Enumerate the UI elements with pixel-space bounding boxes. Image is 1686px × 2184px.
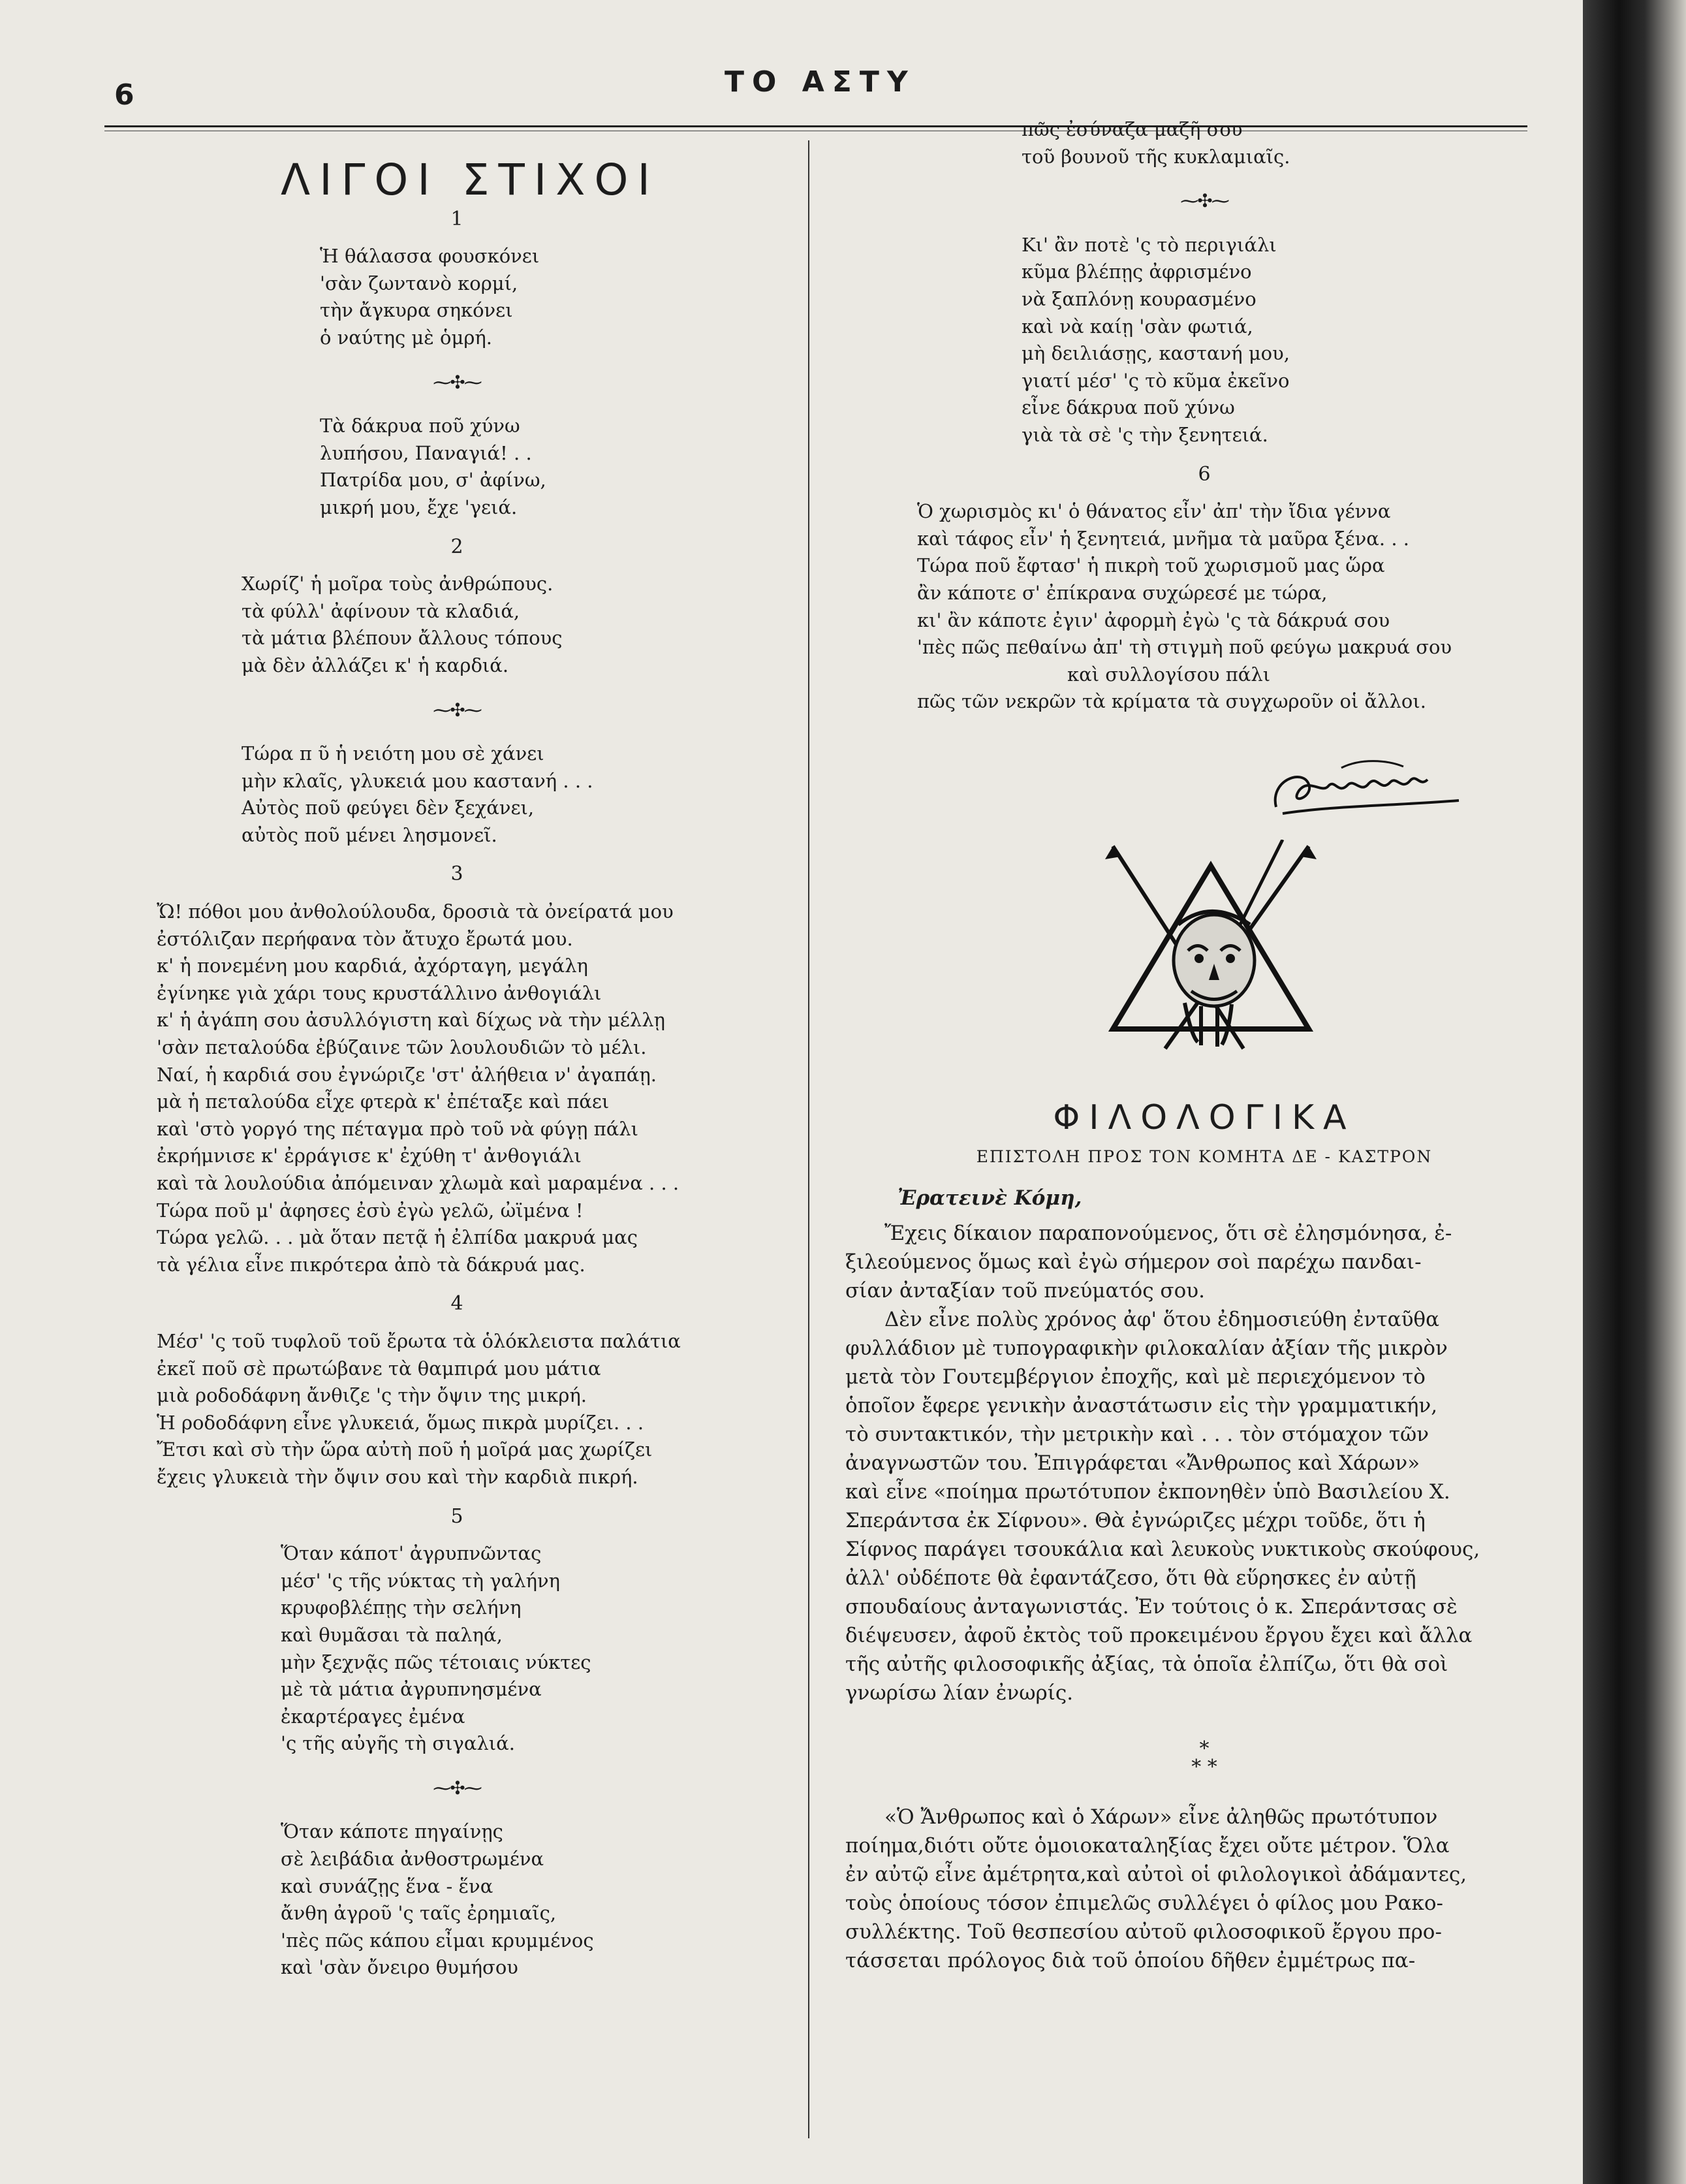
verse-line: Μέσ' 'ς τοῦ τυφλοῦ τοῦ ἔρωτα τὰ ὁλόκλειστα παλάτια: [157, 1329, 681, 1352]
prose-line: τάσσεται πρόλογος διὰ τοῦ ὁποίου δῆθεν ἐμμέτρως πα-: [845, 1948, 1416, 1972]
prose-line: ἀναγνωστῶν του. Ἐπιγράφεται «Ἄνθρωπος καὶ Χάρων»: [845, 1451, 1420, 1475]
prose-line: «Ὁ Ἄνθρωπος καὶ ὁ Χάρων» εἶνε ἀληθῶς πρωτότυπον: [884, 1805, 1438, 1829]
prose-line: ὁποῖον ἔφερε γενικὴν ἀναστάτωσιν εἰς τὴν γραμματικήν,: [845, 1393, 1438, 1417]
stanza: [157, 413, 757, 521]
verse-line: καὶ τάφος εἶν' ἡ ξενητειά, μνῆμα τὰ μαῦρα ξένα. . .: [917, 527, 1409, 550]
stanza: [157, 1818, 757, 1982]
verse-line: Ὁ χωρισμὸς κι' ὁ θάνατος εἶν' ἀπ' τὴν ἴδια γέννα: [917, 500, 1391, 523]
verse-line: Κι' ἂν ποτὲ 'ς τὸ περιγιάλι: [1022, 233, 1277, 256]
section-number: 2: [450, 535, 463, 558]
prose-line: Σπεράντσα ἐκ Σίφνου». Θὰ ἐγνώριζες μέχρι τοῦδε, ὅτι ἡ: [845, 1508, 1426, 1532]
verse-line: κι' ἂν κάποτε ἐγιν' ἀφορμὴ ἐγὼ 'ς τὰ δάκρυά σου: [917, 609, 1390, 631]
emblem-illustration: [1087, 840, 1563, 1075]
verse-line: Ναί, ἡ καρδιά σου ἐγνώριζε 'στ' ἀλήθεια ν' ἀγαπάῃ.: [157, 1063, 657, 1086]
prose-line: τοὺς ὁποίους τόσον ἐπιμελῶς συλλέγει ὁ φίλος μου Ρακο-: [845, 1891, 1443, 1915]
verse-line: μὴ δειλιάσῃς, καστανή μου,: [1022, 342, 1290, 365]
verse-line: τὴν ἄγκυρα σηκόνει: [320, 299, 513, 322]
book-binding-edge: [1583, 0, 1686, 2184]
verse-line: καὶ τὰ λουλούδια ἀπόμειναν χλωμὰ καὶ μαραμένα . . .: [157, 1172, 679, 1194]
stanza: [157, 1328, 757, 1491]
prose-line: Σίφνος παράγει τσουκάλια καὶ λευκοὺς νυκτικοὺς σκούφους,: [845, 1537, 1480, 1561]
prose-line: διέψευσεν, ἀφοῦ ἐκτὸς τοῦ προκειμένου ἔργου ἔχει καὶ ἄλλα: [845, 1623, 1473, 1647]
ornament: ⁓✣⁓: [433, 371, 481, 393]
verse-line: Τὰ δάκρυα ποῦ χύνω: [320, 415, 520, 437]
prose-line: τὸ συντακτικόν, τὴν μετρικὴν καὶ . . . τὸν στόμαχον τῶν: [845, 1422, 1429, 1446]
verse-line: μὴν κλαῖς, γλυκειά μου καστανή . . .: [242, 769, 593, 792]
section-number: 6: [1198, 462, 1211, 486]
poem-title: ΛΙΓΟΙ ΣΤΙΧΟΙ: [281, 155, 659, 205]
paragraph: [845, 1803, 1563, 1975]
page-number: 6: [114, 78, 134, 112]
verse-line: ἂν κάποτε σ' ἐπίκρανα συχώρεσέ με τώρα,: [917, 581, 1328, 604]
paragraph: [845, 1219, 1563, 1305]
verse-line: καὶ νὰ καίῃ 'σὰν φωτιά,: [1022, 315, 1253, 338]
stanza-continuation: [845, 116, 1563, 170]
verse-line: 'πὲς πῶς πεθαίνω ἀπ' τὴ στιγμὴ ποῦ φεύγω μακρυά σου: [917, 636, 1452, 659]
prose-line: ἀλλ' οὐδέποτε θὰ ἐφαντάζεσο, ὅτι θὰ εὕρησκες ἐν αὐτῇ: [845, 1566, 1416, 1590]
prose-line: ξιλεούμενος ὅμως καὶ ἐγὼ σήμερον σοὶ παρέχω πανδαι-: [845, 1250, 1422, 1274]
verse-line: Ὅταν κάποτε πηγαίνῃς: [281, 1820, 503, 1843]
verse-line: 'σὰν ζωντανὸ κορμί,: [320, 272, 518, 294]
verse-line: κῦμα βλέπῃς ἀφρισμένο: [1022, 261, 1252, 283]
ornament: ⁓✣⁓: [1180, 190, 1228, 212]
verse-line: μὰ δὲν ἀλλάζει κ' ἡ καρδιά.: [242, 654, 509, 676]
verse-line: Τώρα ποῦ ἔφτασ' ἡ πικρὴ τοῦ χωρισμοῦ μας ὥρα: [917, 554, 1385, 577]
stanza: [157, 898, 757, 1278]
verse-line: καὶ 'στὸ γοργό της πέταγμα πρὸ τοῦ νὰ φύγῃ πάλι: [157, 1117, 639, 1140]
verse-line: πῶς ἐσύναζα μαζῆ σου: [1022, 118, 1243, 140]
verse-line: 'σὰν πεταλούδα ἐβύζαινε τῶν λουλουδιῶν τὸ μέλι.: [157, 1036, 647, 1059]
section-number: 3: [450, 863, 463, 886]
verse-line: λυπήσου, Παναγιά! . .: [320, 441, 532, 464]
verse-line: ὁ ναύτης μὲ ὁμρή.: [320, 326, 492, 349]
verse-line: Ἡ θάλασσα φουσκόνει: [320, 245, 540, 268]
verse-line: Χωρίζ' ἡ μοῖρα τοὺς ἀνθρώπους.: [242, 573, 554, 595]
verse-line: καὶ συνάζῃς ἕνα - ἕνα: [281, 1875, 493, 1897]
prose-line: τῆς αὐτῆς φιλοσοφικῆς ἀξίας, τὰ ὁποῖα ἐλπίζω, ὅτι θὰ σοὶ: [845, 1652, 1448, 1676]
prose-line: Δὲν εἶνε πολὺς χρόνος ἀφ' ὅτου ἐδημοσιεύθη ἐνταῦθα: [884, 1307, 1440, 1331]
star-row: * *: [1191, 1755, 1217, 1779]
masonic-emblem-icon: [1087, 840, 1335, 1062]
verse-line: Πατρίδα μου, σ' ἀφίνω,: [320, 469, 546, 492]
verse-line: πῶς τῶν νεκρῶν τὰ κρίματα τὰ συγχωροῦν οἱ ἄλλοι.: [917, 690, 1426, 713]
stanza: [157, 1540, 757, 1758]
article-subtitle: ΕΠΙΣΤΟΛΗ ΠΡΟΣ ΤΟΝ ΚΟΜΗΤΑ ΔΕ - ΚΑΣΤΡΟΝ: [976, 1147, 1433, 1167]
verse-line: γιατί μέσ' 'ς τὸ κῦμα ἐκεῖνο: [1022, 369, 1290, 392]
left-column: [157, 144, 757, 1987]
stanza: [157, 571, 757, 679]
verse-line: τὰ γέλια εἶνε πικρότερα ἀπὸ τὰ δάκρυά μας.: [157, 1253, 585, 1276]
prose-line: Ἔχεις δίκαιον παραπονούμενος, ὅτι σὲ ἐλησμόνησα, ἐ-: [884, 1221, 1452, 1245]
verse-line: ἐστόλιζαν περήφανα τὸν ἄτυχο ἔρωτά μου.: [157, 927, 573, 950]
prose-line: ἐν αὐτῷ εἶνε ἀμέτρητα,καὶ αὐτοὶ οἱ φιλολογικοὶ ἀδάμαντες,: [845, 1862, 1467, 1886]
prose-line: καὶ εἶνε «ποίημα πρωτότυπον ἐκπονηθὲν ὑπὸ Βασιλείου Χ.: [845, 1480, 1450, 1504]
verse-line: αὐτὸς ποῦ μένει λησμονεῖ.: [242, 823, 497, 846]
verse-line: 'πὲς πῶς κάπου εἶμαι κρυμμένος: [281, 1929, 594, 1952]
verse-line: γιὰ τὰ σὲ 'ς τὴν ξενητειά.: [1022, 423, 1268, 446]
verse-line: Ὅταν κάποτ' ἀγρυπνῶντας: [281, 1542, 542, 1565]
prose-line: σπουδαίους ἀνταγωνιστάς. Ἐν τούτοις ὁ κ. Σπεράντσας σὲ: [845, 1594, 1458, 1619]
prose-line: γνωρίσω λίαν ἐνωρίς.: [845, 1681, 1074, 1705]
verse-line: μὲ τὰ μάτια ἀγρυπνησμένα: [281, 1678, 542, 1701]
verse-line: μὴν ξεχνᾷς πῶς τέτοιαις νύκτες: [281, 1651, 591, 1673]
verse-line: σὲ λειβάδια ἀνθοστρωμένα: [281, 1848, 544, 1871]
salutation: Ἐρατεινὲ Κόμη,: [898, 1186, 1082, 1211]
verse-line: μέσ' 'ς τῆς νύκτας τὴ γαλήνη: [281, 1569, 560, 1592]
verse-line: νὰ ξαπλόνῃ κουρασμένο: [1022, 287, 1257, 310]
verse-line: μιὰ ροδοδάφνη ἄνθιζε 'ς τὴν ὄψιν της μικρή.: [157, 1384, 587, 1407]
section-number: 1: [450, 207, 463, 230]
verse-line: Τώρα π ῦ ἡ νειότη μου σὲ χάνει: [242, 742, 544, 765]
verse-line: καὶ συλλογίσου πάλι: [1067, 663, 1271, 686]
verse-line: κρυφοβλέπῃς τὴν σελήνη: [281, 1596, 522, 1619]
ornament: ⁓✣⁓: [433, 1777, 481, 1799]
signature-icon: [1263, 755, 1472, 827]
prose-line: συλλέκτης. Τοῦ θεσπεσίου αὐτοῦ φιλοσοφικοῦ ἔργου προ-: [845, 1920, 1442, 1944]
section-separator: [845, 1737, 1563, 1779]
verse-line: ἐκρήμνισε κ' ἐρράγισε κ' ἐχύθη τ' ἀνθογιάλι: [157, 1145, 582, 1167]
verse-line: τὰ φύλλ' ἀφίνουν τὰ κλαδιά,: [242, 599, 520, 622]
masthead: ΤΟ ΑΣΤΥ: [725, 65, 916, 99]
verse-line: Τώρα ποῦ μ' ἀφησες ἐσὺ ἐγὼ γελῶ, ὠϊμένα !: [157, 1199, 584, 1222]
section-number: 4: [450, 1292, 463, 1316]
verse-line: ἐκεῖ ποῦ σὲ πρωτώβανε τὰ θαμπιρά μου μάτια: [157, 1357, 601, 1380]
prose-line: μετὰ τὸν Γουτεμβέργιον ἐποχῆς, καὶ μὲ περιεχόμενον τὸ: [845, 1365, 1426, 1389]
verse-line: Αὐτὸς ποῦ φεύγει δὲν ξεχάνει,: [242, 797, 535, 819]
column-divider: [808, 140, 809, 2138]
prose-line: ποίημα,διότι οὔτε ὁμοιοκαταληξίας ἔχει οὔτε μέτρον. Ὅλα: [845, 1833, 1450, 1858]
verse-line: καὶ 'σὰν ὄνειρο θυμήσου: [281, 1956, 518, 1979]
stanza: [845, 498, 1563, 716]
verse-line: τὰ μάτια βλέπουν ἄλλους τόπους: [242, 627, 563, 650]
section-number: 5: [450, 1504, 463, 1528]
stanza: [845, 232, 1563, 449]
verse-line: κ' ἡ ἀγάπη σου ἀσυλλόγιστη καὶ δίχως νὰ τὴν μέλλῃ: [157, 1009, 666, 1032]
verse-line: εἶνε δάκρυα ποῦ χύνω: [1022, 396, 1235, 419]
article-title: ΦΙΛΟΛΟΓΙΚΑ: [1053, 1098, 1356, 1137]
verse-line: μὰ ἡ πεταλούδα εἶχε φτερὰ κ' ἐπέταξε καὶ πάει: [157, 1090, 610, 1113]
right-column: [845, 116, 1563, 1975]
verse-line: Ἡ ροδοδάφνη εἶνε γλυκειά, ὅμως πικρὰ μυρίζει. . .: [157, 1411, 644, 1434]
verse-line: 'ς τῆς αὐγῆς τὴ σιγαλιά.: [281, 1732, 515, 1755]
verse-line: Τώρα γελῶ. . . μὰ ὅταν πετᾷ ἡ ἐλπίδα μακρυά μας: [157, 1226, 638, 1249]
verse-line: Ἔτσι καὶ σὺ τὴν ὥρα αὐτὴ ποῦ ἡ μοῖρά μας χωρίζει: [157, 1438, 653, 1461]
verse-line: Ὤ! πόθοι μου ἀνθολούλουδα, δροσιὰ τὰ ὀνείρατά μου: [157, 900, 674, 923]
verse-line: ἐγίνηκε γιὰ χάρι τους κρυστάλλινο ἀνθογιάλι: [157, 981, 602, 1004]
verse-line: καὶ θυμᾶσαι τὰ παληά,: [281, 1623, 503, 1646]
stanza: [157, 243, 757, 351]
author-signature: [1263, 755, 1563, 827]
verse-line: κ' ἡ πονεμένη μου καρδιά, ἀχόρταγη, μεγάλη: [157, 955, 588, 977]
paragraph: [845, 1305, 1563, 1707]
ornament: ⁓✣⁓: [433, 699, 481, 721]
verse-line: τοῦ βουνοῦ τῆς κυκλαμιαῖς.: [1022, 145, 1290, 168]
star-row: *: [1199, 1737, 1210, 1760]
prose-line: φυλλάδιον μὲ τυπογραφικὴν φιλοκαλίαν ἀξίαν τῆς μικρὸν: [845, 1336, 1448, 1360]
verse-line: ἄνθη ἀγροῦ 'ς ταῖς ἐρημιαῖς,: [281, 1902, 557, 1925]
stanza: [157, 740, 757, 849]
verse-line: ἐκαρτέραγες ἐμένα: [281, 1705, 465, 1728]
prose-line: σίαν ἀνταξίαν τοῦ πνεύματός σου.: [845, 1278, 1205, 1303]
verse-line: ἔχεις γλυκειὰ τὴν ὄψιν σου καὶ τὴν καρδιὰ πικρή.: [157, 1465, 638, 1488]
verse-line: μικρή μου, ἔχε 'γειά.: [320, 496, 518, 518]
